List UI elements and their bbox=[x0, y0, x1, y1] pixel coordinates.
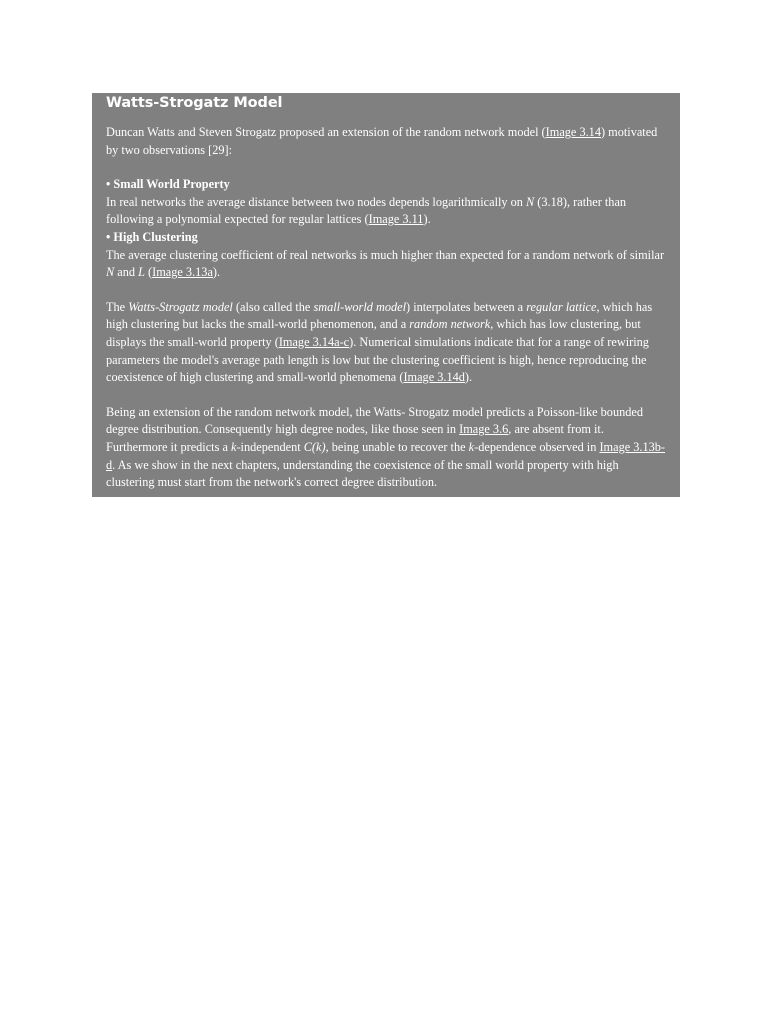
bullet-clustering-heading: • High Clustering bbox=[106, 229, 198, 244]
image-3-13b-d-link[interactable]: Image 3.13b-d bbox=[106, 439, 666, 472]
bullet-small-world-text bbox=[106, 194, 668, 229]
ext-text-5: -dependence observed in bbox=[474, 439, 600, 454]
ext-text-4: , being unable to recover the bbox=[325, 439, 469, 454]
image-3-14a-c-link[interactable]: Image 3.14a-c bbox=[278, 334, 350, 349]
small-world-text-2: (3.18), rather than following a polynomial expected for regular lattices ( bbox=[106, 194, 627, 227]
spacer bbox=[106, 282, 668, 299]
ext-em-ck: C(k) bbox=[303, 439, 326, 454]
extension-paragraph bbox=[106, 404, 668, 492]
clustering-var-l: L bbox=[138, 265, 145, 280]
model-em-1: Watts-Strogatz model bbox=[128, 299, 233, 314]
clustering-text-2: and bbox=[114, 265, 139, 280]
clustering-text-4: ). bbox=[212, 265, 221, 280]
bullet-clustering-text bbox=[106, 247, 668, 282]
clustering-text-1: The average clustering coefficient of real networks is much higher than expected for a random network of similar bbox=[106, 247, 665, 262]
model-paragraph bbox=[106, 299, 668, 387]
model-em-3: regular lattice bbox=[526, 299, 597, 314]
model-text-2: (also called the bbox=[232, 299, 314, 314]
ext-em-k: k bbox=[230, 439, 237, 454]
model-text-7: ). bbox=[464, 370, 473, 385]
section-title: Watts-Strogatz Model bbox=[106, 95, 283, 111]
model-em-2: small-world model bbox=[313, 299, 407, 314]
image-3-11-link[interactable]: Image 3.11 bbox=[368, 212, 424, 227]
model-em-4: random network bbox=[409, 317, 491, 332]
bullet-small-world-heading: • Small World Property bbox=[106, 177, 230, 192]
model-text-4: , which has high clustering but lacks the small-world phenomenon, and a bbox=[106, 299, 653, 332]
clustering-var-n: N bbox=[106, 265, 115, 280]
model-text-5: , which has low clustering, but displays the small-world property ( bbox=[106, 317, 641, 349]
article-panel bbox=[92, 93, 680, 497]
model-text-6: ). Numerical simulations indicate that for a range of rewiring parameters the model's average path length is low but the clustering coefficient is high, hence reproducing the coexistence of high clustering and small-world phenomena ( bbox=[106, 334, 649, 385]
image-3-14d-link[interactable]: Image 3.14d bbox=[403, 370, 465, 385]
spacer bbox=[106, 159, 668, 176]
image-3-14-link[interactable]: Image 3.14 bbox=[545, 125, 601, 139]
intro-text-2: ) motivated by two observations [29]: bbox=[106, 125, 658, 157]
image-3-6-link[interactable]: Image 3.6 bbox=[459, 422, 509, 437]
spacer bbox=[106, 387, 668, 404]
ext-text-1: Being an extension of the random network model, the Watts- Strogatz model predicts a Poisson-like bounded degree distribution. Consequently high degree nodes, like those seen in bbox=[106, 404, 644, 437]
model-text-3: ) interpolates between a bbox=[406, 299, 527, 314]
model-text-1: The bbox=[106, 299, 129, 314]
ext-text-2: , are absent from it. Furthermore it predicts a bbox=[106, 422, 604, 454]
small-world-var-n: N bbox=[526, 194, 535, 209]
small-world-text-1: In real networks the average distance between two nodes depends logarithmically on bbox=[106, 194, 526, 209]
clustering-text-3: ( bbox=[144, 265, 153, 280]
image-3-13a-link[interactable]: Image 3.13a bbox=[152, 265, 213, 280]
ext-em-k2: k bbox=[468, 439, 475, 454]
small-world-text-3: ). bbox=[423, 212, 431, 227]
intro-text-1: Duncan Watts and Steven Strogatz proposed an extension of the random network model ( bbox=[106, 125, 546, 139]
ext-text-3: -independent bbox=[236, 439, 304, 454]
intro-paragraph bbox=[106, 124, 668, 159]
ext-text-6: . As we show in the next chapters, understanding the coexistence of the small world property with high clustering must start from the network's correct degree distribution. bbox=[106, 457, 619, 490]
